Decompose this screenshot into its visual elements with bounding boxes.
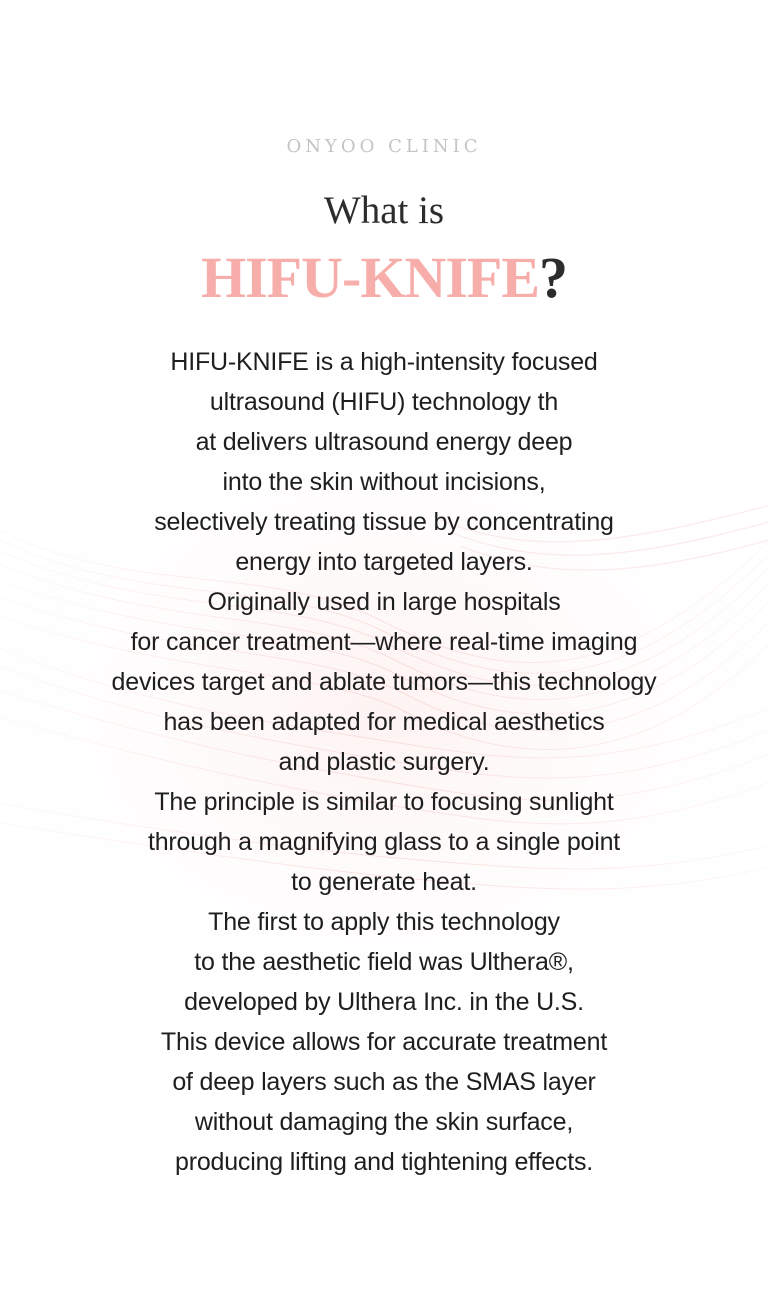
description-line: without damaging the skin surface,: [194, 1108, 574, 1136]
description-line: selectively treating tissue by concentrating: [154, 508, 614, 536]
page-title-line1: What is: [323, 189, 445, 232]
page-title-line2: [0, 244, 768, 311]
description-line: devices target and ablate tumors—this technology: [111, 668, 657, 696]
description-line: developed by Ulthera Inc. in the U.S.: [184, 988, 584, 1016]
description-line: producing lifting and tightening effects.: [174, 1148, 594, 1176]
description-line: of deep layers such as the SMAS layer: [172, 1068, 596, 1096]
description-line: energy into targeted layers.: [235, 548, 533, 576]
description-line: HIFU-KNIFE is a high-intensity focused: [170, 348, 598, 376]
brand-label: ONYOO CLINIC: [286, 136, 482, 157]
description-line: to generate heat.: [291, 868, 477, 896]
description-line: into the skin without incisions,: [222, 468, 546, 496]
description-line: at delivers ultrasound energy deep: [195, 428, 573, 456]
title-highlight: HIFU-KNIFE: [201, 245, 539, 310]
description-paragraph: [0, 342, 768, 1182]
description-line: The first to apply this technology: [208, 908, 560, 936]
description-line: to the aesthetic field was Ulthera®,: [194, 948, 574, 976]
title-suffix: ?: [539, 245, 567, 310]
description-line: for cancer treatment—where real-time imaging: [130, 628, 638, 656]
description-line: This device allows for accurate treatment: [160, 1028, 608, 1056]
description-line: through a magnifying glass to a single point: [147, 828, 621, 856]
description-line: ultrasound (HIFU) technology th: [209, 388, 559, 416]
description-line: has been adapted for medical aesthetics: [163, 708, 605, 736]
description-line: Originally used in large hospitals: [207, 588, 561, 616]
description-line: The principle is similar to focusing sunlight: [154, 788, 614, 816]
description-line: and plastic surgery.: [278, 748, 490, 776]
